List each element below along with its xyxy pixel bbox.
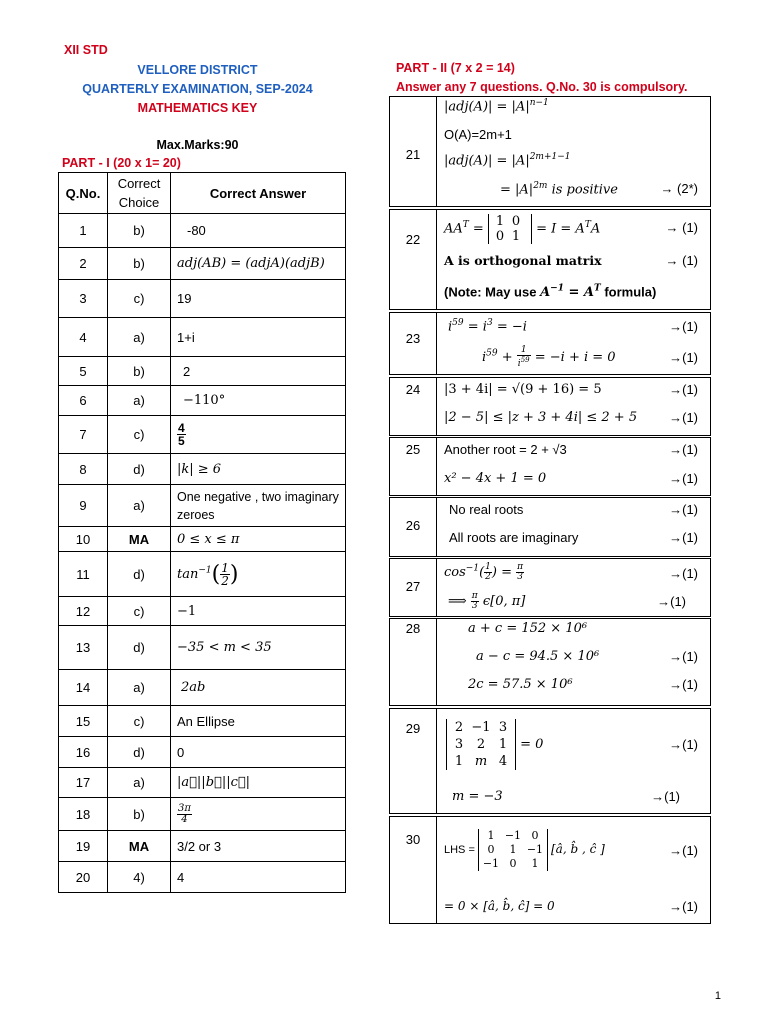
qno-cell: 15 — [59, 706, 108, 737]
choice-cell: d) — [108, 454, 171, 485]
mark-label: →(1) — [669, 737, 698, 752]
answer-line: |2 − 5| ≤ |z + 3 + 4i| ≤ 2 + 5 — [444, 410, 638, 425]
qno-cell: 16 — [59, 737, 108, 768]
answer-line: No real roots — [449, 502, 524, 517]
choice-cell: a) — [108, 386, 171, 416]
qno-cell: 20 — [59, 862, 108, 893]
answer-cell — [171, 798, 346, 831]
question-block-21: 21 $|adj(A)| = |A|^{n-1}$ O(A)=2m+1 $|adj(A)| = |A|^{2m+1-1}$ = $|A|^{2m}$ is positive → (2*) — [389, 96, 711, 207]
mark-label: → (2*) — [660, 181, 698, 196]
table-row — [59, 768, 346, 798]
qno-cell: 6 — [59, 386, 108, 416]
answer-cell: 2 — [171, 357, 346, 386]
table-row — [59, 552, 346, 597]
question-number: 26 — [405, 518, 421, 533]
answer-cell: 0 — [171, 737, 346, 768]
question-number: 29 — [405, 721, 421, 736]
question-number: 22 — [405, 232, 421, 247]
table-row — [59, 357, 346, 386]
question-number: 27 — [405, 579, 421, 594]
qno-cell: 7 — [59, 416, 108, 454]
table-row — [59, 706, 346, 737]
answer-line: (Note: May use $A^{-1} = A^T$ formula) — [444, 284, 657, 301]
answer-line: |3 + 4i| = √(9 + 16) = 5 — [444, 382, 602, 397]
answer-line: O(A)=2m+1 — [444, 127, 512, 142]
page-number: 1 — [714, 990, 721, 1002]
question-block-26 — [389, 497, 711, 557]
part1-title: PART - I (20 x 1= 20) — [62, 156, 181, 170]
determinant-matrix: 1 −1 0 0 1 −1 −1 0 1 — [478, 829, 548, 871]
qno-cell: 17 — [59, 768, 108, 798]
answer-cell: $\tan^{-1}$( $\frac{1}{2}$ ) — [171, 552, 346, 597]
mark-label: →(1) — [669, 319, 698, 334]
exam-title: QUARTERLY EXAMINATION, SEP-2024 — [82, 82, 313, 96]
qno-cell: 5 — [59, 357, 108, 386]
choice-cell: d) — [108, 737, 171, 768]
choice-cell: b) — [108, 248, 171, 280]
mark-label: →(1) — [669, 843, 698, 858]
table-row — [59, 416, 346, 454]
question-block-29: 29 2 −1 3 3 2 1 1 m 4 = 0 →(1) m = −3 →(1) — [389, 708, 711, 814]
table-row — [59, 485, 346, 527]
answer-cell — [171, 416, 346, 454]
question-number: 30 — [405, 832, 421, 847]
choice-cell: a) — [108, 318, 171, 357]
choice-cell: MA — [108, 831, 171, 862]
qno-cell: 13 — [59, 626, 108, 670]
table-row — [59, 862, 346, 893]
qno-cell: 8 — [59, 454, 108, 485]
answer-cell: adj(AB) = (adjA)(adjB) — [171, 248, 346, 280]
choice-cell: b) — [108, 357, 171, 386]
choice-cell: 4) — [108, 862, 171, 893]
answer-line: a + c = 152 × 10⁶ — [468, 621, 588, 636]
identity-matrix: 1 0 0 1 — [488, 214, 532, 244]
table-row — [59, 386, 346, 416]
header-choice: Correct Choice — [108, 173, 171, 214]
fraction: $\frac{3\pi}{4}$ — [178, 802, 191, 825]
mark-label: →(1) — [669, 566, 698, 581]
choice-cell: a) — [108, 670, 171, 706]
answer-line: a − c = 94.5 × 10⁶ — [476, 649, 600, 664]
answer-cell: |a⃗||b⃗||c⃗| — [171, 768, 346, 798]
choice-cell: c) — [108, 706, 171, 737]
answer-cell: 1+i — [171, 318, 346, 357]
question-block-23: 23 $i^{59} = i^3 = -i$ →(1) $i^{59}$ + $\frac{1}{i^{59}}$ = −i + i = 0 →(1) — [389, 312, 711, 375]
table-row — [59, 248, 346, 280]
mark-label: →(1) — [669, 530, 698, 545]
table-row — [59, 597, 346, 626]
qno-cell: 3 — [59, 280, 108, 318]
mark-label: →(1) — [669, 677, 698, 692]
part2-title: PART - II (7 x 2 = 14) — [396, 61, 515, 75]
mark-label: →(1) — [669, 410, 698, 425]
answer-line: Another root = 2 + √3 — [444, 442, 567, 457]
question-number: 21 — [405, 147, 421, 162]
fraction: $\frac{4}{5}$ — [178, 421, 185, 448]
table-row — [59, 831, 346, 862]
mark-label: →(1) — [669, 899, 698, 914]
table-row — [59, 280, 346, 318]
choice-cell: d) — [108, 626, 171, 670]
answer-cell: |k| ≥ 6 — [171, 454, 346, 485]
answer-cell: 3/2 or 3 — [171, 831, 346, 862]
answer-line: 2c = 57.5 × 10⁶ — [468, 677, 573, 692]
table-header-row — [59, 173, 346, 214]
class-label: XII STD — [64, 43, 108, 57]
choice-cell: d) — [108, 552, 171, 597]
answer-line: A is orthogonal matrix — [444, 253, 602, 268]
fraction: $\frac{1}{2}$ — [221, 560, 229, 588]
choice-cell: a) — [108, 485, 171, 527]
qno-cell: 1 — [59, 214, 108, 248]
answer-cell: 2ab — [171, 670, 346, 706]
question-block-30: 30 LHS = 1 −1 0 0 1 −1 −1 0 1 [â, b̂ , ĉ ] →(1) = 0 × [â, b̂, ĉ] = 0 →(1) — [389, 816, 711, 924]
choice-cell: a) — [108, 768, 171, 798]
answer-cell: −35 < m < 35 — [171, 626, 346, 670]
qno-cell: 14 — [59, 670, 108, 706]
part2-instruction: Answer any 7 questions. Q.No. 30 is compulsory. — [396, 80, 688, 94]
district-title: VELLORE DISTRICT — [137, 63, 258, 77]
mark-label: →(1) — [669, 649, 698, 664]
question-number: 23 — [405, 331, 421, 346]
question-block-25 — [389, 437, 711, 496]
qno-cell: 18 — [59, 798, 108, 831]
answer-cell: 19 — [171, 280, 346, 318]
subject-title: MATHEMATICS KEY — [137, 101, 258, 115]
table-row — [59, 737, 346, 768]
question-block-27: 27 $\cos^{-1}$( $\frac{1}{2}$ ) = $\frac{\pi}{3}$ →(1) ⟹ $\frac{\pi}{3}$ ϵ[0, π] →(1) — [389, 558, 711, 617]
mark-label: →(1) — [669, 502, 698, 517]
part1-answer-table — [58, 172, 346, 893]
answer-line: m = −3 — [452, 789, 503, 804]
table-row — [59, 670, 346, 706]
answer-line: x² − 4x + 1 = 0 — [444, 471, 547, 486]
question-number: 24 — [405, 382, 421, 397]
choice-cell: c) — [108, 416, 171, 454]
answer-cell: An Ellipse — [171, 706, 346, 737]
table-row — [59, 454, 346, 485]
qno-cell: 2 — [59, 248, 108, 280]
mark-label: →(1) — [657, 594, 686, 609]
mark-label: →(1) — [669, 350, 698, 365]
question-block-22: 22 $AA^T = 1$ 0 0 $1 = I = A^TA$ → (1) A is orthogonal matrix → (1) (Note: May use $A^{-1} = A^T$ formula) — [389, 209, 711, 310]
qno-cell: 12 — [59, 597, 108, 626]
qno-cell: 10 — [59, 527, 108, 552]
answer-cell: 4 — [171, 862, 346, 893]
answer-cell: 0 ≤ x ≤ π — [171, 527, 346, 552]
mark-label: →(1) — [651, 789, 680, 804]
question-block-24 — [389, 377, 711, 436]
mark-label: →(1) — [669, 442, 698, 457]
determinant-matrix: 2 −1 3 3 2 1 1 m 4 — [446, 719, 516, 770]
table-row — [59, 214, 346, 248]
qno-cell: 11 — [59, 552, 108, 597]
table-row — [59, 527, 346, 552]
choice-cell: c) — [108, 280, 171, 318]
answer-cell: −110° — [171, 386, 346, 416]
header-qno: Q.No. — [59, 173, 108, 214]
answer-cell: -80 — [171, 214, 346, 248]
qno-cell: 4 — [59, 318, 108, 357]
answer-cell: One negative , two imaginary zeroes — [171, 485, 346, 527]
mark-label: → (1) — [665, 220, 698, 235]
header-answer: Correct Answer — [171, 173, 346, 214]
mark-label: → (1) — [665, 253, 698, 268]
choice-cell: MA — [108, 527, 171, 552]
mark-label: →(1) — [669, 382, 698, 397]
max-marks: Max.Marks:90 — [156, 138, 239, 152]
table-row — [59, 318, 346, 357]
question-block-28 — [389, 618, 711, 706]
answer-line: = 0 × [â, b̂, ĉ] = 0 — [444, 899, 555, 913]
mark-label: →(1) — [669, 471, 698, 486]
choice-cell: c) — [108, 597, 171, 626]
answer-line: All roots are imaginary — [449, 530, 579, 545]
qno-cell: 19 — [59, 831, 108, 862]
table-row — [59, 626, 346, 670]
question-number: 25 — [405, 442, 421, 457]
choice-cell: b) — [108, 798, 171, 831]
answer-cell: −1 — [171, 597, 346, 626]
table-row — [59, 798, 346, 831]
question-number: 28 — [405, 621, 421, 636]
qno-cell: 9 — [59, 485, 108, 527]
choice-cell: b) — [108, 214, 171, 248]
